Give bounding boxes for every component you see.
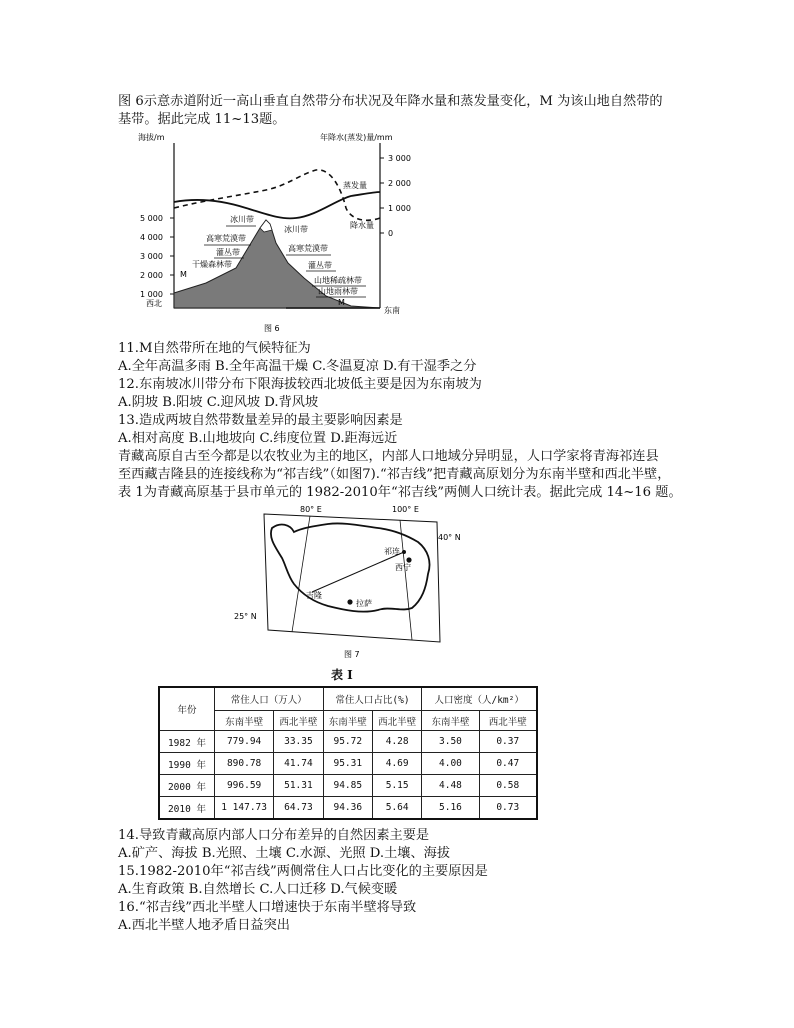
cell: 5.15 bbox=[372, 775, 421, 797]
q13-options: A.相对高度 B.山地坡向 C.纬度位置 D.距海远近 bbox=[118, 431, 398, 446]
intro2-line2: 至西藏吉隆县的连接线称为“祁吉线”（如图7).“祁吉线”把青藏高原划分为东南半壁和西北半壁， bbox=[118, 467, 671, 482]
label-ice-left: 冰川带 bbox=[230, 215, 254, 224]
cell: 51.31 bbox=[274, 775, 323, 797]
table-row bbox=[159, 775, 537, 797]
intro2-line1: 青藏高原自古至今都是以农牧业为主的地区，内部人口地域分异明显，人口学家将青海祁连县 bbox=[118, 449, 659, 464]
q16-option-a: A.西北半壁人地矛盾日益突出 bbox=[118, 918, 290, 933]
cell: 95.72 bbox=[323, 731, 372, 753]
label-xining: 西宁 bbox=[395, 563, 411, 572]
th-sub: 东南半壁 bbox=[323, 711, 372, 731]
fig7-caption: 图 7 bbox=[344, 650, 360, 659]
th-sub: 东南半壁 bbox=[422, 711, 479, 731]
intro1-line1: 图 6示意赤道附近一高山垂直自然带分布状况及年降水量和蒸发量变化，M 为该山地自然带的 bbox=[118, 94, 663, 109]
figure-6 bbox=[136, 128, 416, 336]
label-shrub-left: 灌丛带 bbox=[216, 248, 240, 257]
lat-25: 25° N bbox=[234, 612, 257, 621]
label-mtn-rain: 山地雨林带 bbox=[318, 287, 358, 296]
label-jilong: 吉隆 bbox=[306, 591, 322, 600]
q15-options: A.生育政策 B.自然增长 C.人口迁移 D.气候变暖 bbox=[118, 882, 398, 897]
label-precip: 降水量 bbox=[350, 221, 374, 230]
q14-stem: 14.导致青藏高原内部人口分布差异的自然因素主要是 bbox=[118, 828, 430, 843]
table-row bbox=[159, 731, 537, 753]
cell: 779.94 bbox=[215, 731, 274, 753]
qiji-line bbox=[312, 552, 404, 592]
table-1 bbox=[158, 686, 538, 820]
left-tick-3000: 3 000 bbox=[140, 252, 163, 261]
fig6-caption: 图 6 bbox=[264, 324, 280, 333]
th-group-pop: 常住人口（万人） bbox=[215, 687, 324, 711]
cell: 0.37 bbox=[479, 731, 537, 753]
left-tick-5000: 5 000 bbox=[140, 214, 163, 223]
label-evap: 蒸发量 bbox=[343, 181, 367, 190]
lon-80: 80° E bbox=[300, 505, 322, 514]
right-tick-2000: 2 000 bbox=[388, 179, 411, 188]
cell: 5.64 bbox=[372, 797, 421, 820]
left-tick-4000: 4 000 bbox=[140, 233, 163, 242]
cell: 4.48 bbox=[422, 775, 479, 797]
precipitation-curve bbox=[174, 192, 380, 218]
evaporation-curve bbox=[174, 170, 380, 220]
intro2-line3: 表 1为青藏高原基于县市单元的 1982-2010年“祁吉线”两侧人口统计表。据此完成 14~16 题。 bbox=[118, 485, 682, 500]
th-year: 年份 bbox=[159, 687, 215, 731]
q12-options: A.阴坡 B.阳坡 C.迎风坡 D.背风坡 bbox=[118, 395, 319, 410]
left-tick-2000: 2 000 bbox=[140, 271, 163, 280]
intro1-line2: 基带。据此完成 11~13题。 bbox=[118, 112, 286, 127]
label-ice-right: 冰川带 bbox=[284, 225, 308, 234]
right-tick-1000: 1 000 bbox=[388, 204, 411, 213]
label-mtn-sparse: 山地稀疏林带 bbox=[314, 276, 362, 285]
cell: 0.58 bbox=[479, 775, 537, 797]
cell: 3.50 bbox=[422, 731, 479, 753]
th-sub: 西北半壁 bbox=[372, 711, 421, 731]
q13-stem: 13.造成两坡自然带数量差异的最主要影响因素是 bbox=[118, 413, 403, 428]
cell: 94.36 bbox=[323, 797, 372, 820]
fig6-ylabel-right: 年降水(蒸发)量/mm bbox=[320, 133, 393, 142]
q12-stem: 12.东南坡冰川带分布下限海拔较西北坡低主要是因为东南坡为 bbox=[118, 377, 482, 392]
label-lasa: 拉萨 bbox=[356, 599, 372, 608]
label-west: 西北 bbox=[146, 299, 162, 308]
cell: 4.69 bbox=[372, 753, 421, 775]
cell: 64.73 bbox=[274, 797, 323, 820]
left-tick-1000: 1 000 bbox=[140, 290, 163, 299]
cell: 95.31 bbox=[323, 753, 372, 775]
q16-stem: 16.“祁吉线”西北半壁人口增速快于东南半壁将导致 bbox=[118, 900, 417, 915]
cell: 1982 年 bbox=[159, 731, 215, 753]
label-m-right: M bbox=[338, 298, 345, 307]
label-m-left: M bbox=[180, 270, 187, 279]
table-row bbox=[159, 797, 537, 820]
table1-title: 表 I bbox=[331, 668, 353, 682]
cell: 0.47 bbox=[479, 753, 537, 775]
cell: 1 147.73 bbox=[215, 797, 274, 820]
th-sub: 东南半壁 bbox=[215, 711, 274, 731]
cell: 2010 年 bbox=[159, 797, 215, 820]
label-desert-right: 高寒荒漠带 bbox=[288, 244, 328, 253]
cell: 2000 年 bbox=[159, 775, 215, 797]
lon-100: 100° E bbox=[392, 505, 419, 514]
table-row bbox=[159, 753, 537, 775]
cell: 890.78 bbox=[215, 753, 274, 775]
label-east: 东南 bbox=[384, 306, 400, 315]
cell: 5.16 bbox=[422, 797, 479, 820]
figure-7 bbox=[232, 502, 472, 662]
cell: 41.74 bbox=[274, 753, 323, 775]
th-sub: 西北半壁 bbox=[479, 711, 537, 731]
right-tick-0: 0 bbox=[388, 229, 394, 238]
th-sub: 西北半壁 bbox=[274, 711, 323, 731]
lat-40: 40° N bbox=[438, 533, 461, 542]
cell: 33.35 bbox=[274, 731, 323, 753]
th-group-share: 常住人口占比(%) bbox=[323, 687, 422, 711]
cell: 94.85 bbox=[323, 775, 372, 797]
q14-options: A.矿产、海拔 B.光照、土壤 C.水源、光照 D.土壤、海拔 bbox=[118, 846, 451, 861]
right-tick-3000: 3 000 bbox=[388, 154, 411, 163]
q11-stem: 11.M自然带所在地的气候特征为 bbox=[118, 341, 311, 356]
q11-options: A.全年高温多雨 B.全年高温干燥 C.冬温夏凉 D.有干湿季之分 bbox=[118, 359, 477, 374]
label-dry-forest: 干燥森林带 bbox=[192, 260, 232, 269]
label-qilian: 祁连 bbox=[384, 547, 400, 556]
label-shrub-right: 灌丛带 bbox=[308, 261, 332, 270]
cell: 996.59 bbox=[215, 775, 274, 797]
cell: 0.73 bbox=[479, 797, 537, 820]
q15-stem: 15.1982-2010年“祁吉线”两侧常住人口占比变化的主要原因是 bbox=[118, 864, 488, 879]
cell: 1990 年 bbox=[159, 753, 215, 775]
cell: 4.28 bbox=[372, 731, 421, 753]
cell: 4.00 bbox=[422, 753, 479, 775]
fig6-ylabel-left: 海拔/m bbox=[138, 133, 165, 142]
th-group-density: 人口密度（人/km²） bbox=[422, 687, 537, 711]
label-desert-left: 高寒荒漠带 bbox=[206, 234, 246, 243]
